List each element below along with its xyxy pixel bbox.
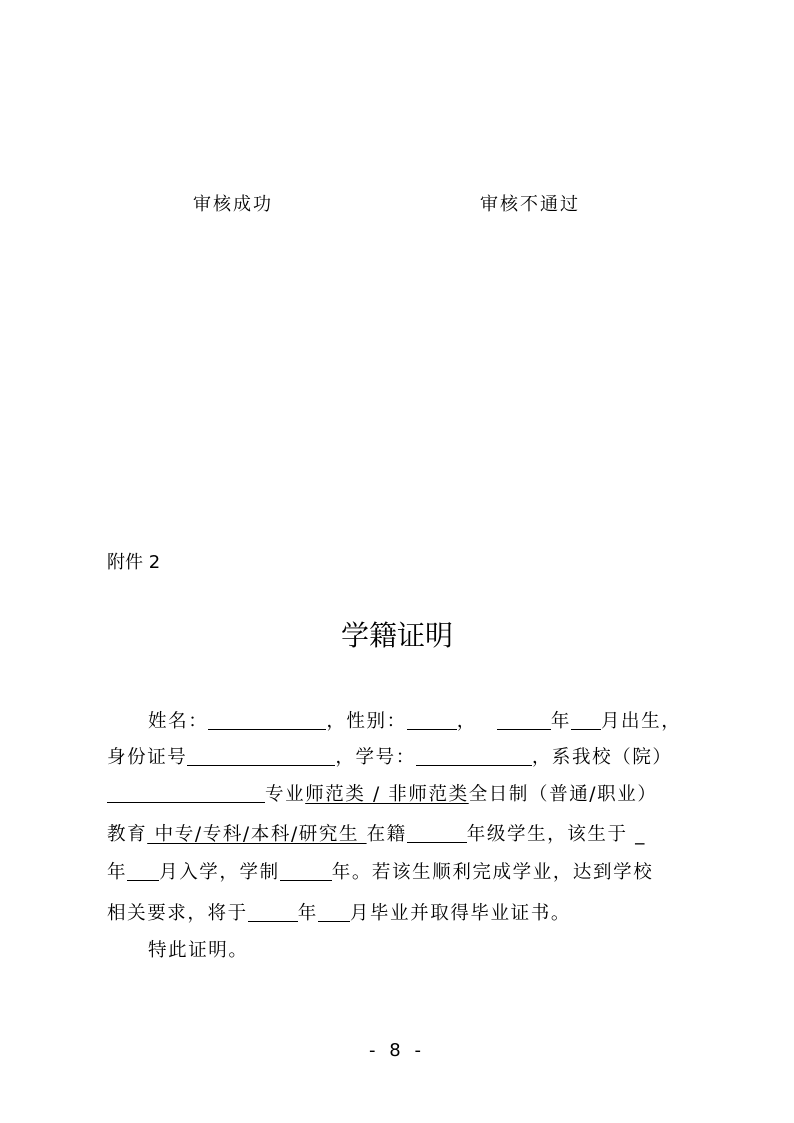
fulltime-label: 全日制（普通/职业） (468, 784, 658, 805)
enrollment-year-blank[interactable]: _ (627, 824, 646, 845)
id-number-label: 身份证号 (107, 747, 188, 768)
birth-year-label: 年 (550, 711, 571, 732)
graduation-label: 月毕业并取得毕业证书。 (349, 903, 571, 924)
grade-blank[interactable] (407, 822, 467, 843)
graduation-year-label: 年 (297, 903, 318, 924)
review-fail-label: 审核不通过 (480, 194, 580, 215)
major-category-line (107, 779, 657, 805)
requirements-label: 相关要求，将于 (107, 903, 248, 924)
graduation-year-blank[interactable] (248, 901, 298, 922)
closing-text: 特此证明。 (148, 940, 249, 961)
enrollment-month-label: 月入学，学制 (159, 862, 280, 883)
duration-label: 年。若该生顺利完成学业，达到学校 (331, 862, 654, 883)
id-student-number-line (107, 742, 673, 768)
closing-line (148, 936, 249, 962)
graduation-month-blank[interactable] (318, 901, 350, 922)
id-number-blank[interactable] (187, 745, 335, 766)
gender-label: ，性别： (326, 711, 407, 732)
gender-blank[interactable] (407, 709, 457, 730)
page-number: - 8 - (369, 1040, 425, 1061)
duration-blank[interactable] (280, 860, 332, 881)
education-label: 教育 (107, 824, 148, 845)
graduation-line (107, 898, 571, 924)
enrollment-year-label: 年 (107, 862, 128, 883)
school-label: ，系我校（院） (531, 747, 673, 768)
enrollment-month-blank[interactable] (127, 860, 159, 881)
student-number-blank[interactable] (416, 745, 532, 766)
grade-label: 年级学生，该生于 (466, 824, 628, 845)
review-success-label: 审核成功 (193, 194, 273, 215)
category-options: 师范类 / 非师范类 (305, 784, 469, 805)
birth-month-blank[interactable] (571, 709, 601, 730)
major-label: 专业 (265, 784, 306, 805)
birth-year-blank[interactable] (497, 709, 551, 730)
education-level-line (107, 819, 646, 845)
education-level-options: 中专/专科/本科/研究生 (147, 824, 367, 845)
student-number-label: ，学号： (335, 747, 416, 768)
attachment-label: 附件 2 (107, 552, 161, 573)
enrollment-duration-line (107, 857, 653, 883)
name-label: 姓名： (148, 711, 209, 732)
birth-label: 月出生， (600, 711, 682, 732)
name-blank[interactable] (208, 709, 326, 730)
enrolled-label: 在籍 (366, 824, 407, 845)
name-gender-birth-line (148, 706, 681, 732)
major-blank[interactable] (107, 782, 265, 803)
document-title: 学籍证明 (340, 619, 453, 652)
separator-comma: ， (456, 711, 477, 732)
